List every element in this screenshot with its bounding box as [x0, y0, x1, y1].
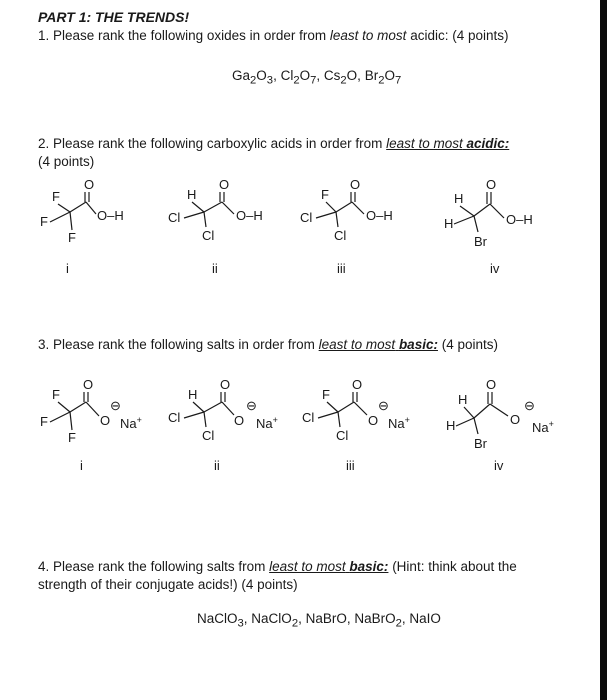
oxide-formula: $Ga_2O_3$ [232, 68, 274, 87]
atom-label: H [444, 216, 454, 231]
q3-emphasis-bold: basic: [398, 337, 438, 352]
q4-suffix: (Hint: think about the [388, 559, 517, 574]
salt-formula: NaIO [409, 611, 441, 626]
cation-label: Na+ [256, 415, 278, 431]
acid-label-ii: ii [212, 261, 218, 276]
salt-formula: NaBrO [305, 611, 347, 626]
atom-label: O [510, 412, 521, 427]
atom-label: O [100, 413, 111, 428]
atom-label: F [40, 214, 48, 229]
charge-label: ⊖ [246, 398, 257, 413]
atom-label: Cl [336, 428, 349, 443]
q2-emphasis-bold: acidic: [466, 136, 510, 151]
salt-list: NaClO$_3$, NaClO$_2$, NaBrO, NaBrO$_2$, NaIO [197, 611, 441, 630]
salt-formula: NaClO$_3$ [197, 611, 244, 630]
q1-prefix: 1. Please rank the following oxides in order from [38, 28, 330, 43]
atom-label: O [220, 377, 231, 392]
atom-label: O [83, 377, 94, 392]
question-2-points: (4 points) [38, 154, 95, 169]
q4-emphasis-bold: basic: [349, 559, 389, 574]
atom-label: O [219, 177, 230, 192]
salt-molecule-iii [302, 377, 410, 443]
acid-molecule-ii [168, 177, 263, 243]
atom-label: F [52, 189, 60, 204]
atom-label: O [486, 377, 497, 392]
salt-molecule-ii [168, 377, 278, 443]
atom-label: F [321, 187, 329, 202]
charge-label: ⊖ [110, 398, 121, 413]
atom-label: Cl [202, 428, 215, 443]
atom-label: Cl [202, 228, 215, 243]
q1-suffix: acidic: (4 points) [406, 28, 509, 43]
atom-label: Br [474, 234, 487, 249]
q3-prefix: 3. Please rank the following salts in order from [38, 337, 319, 352]
atom-label: Br [474, 436, 487, 451]
q3-suffix: (4 points) [437, 337, 498, 352]
salt-molecule-iv [446, 377, 554, 451]
salt-structures [0, 370, 600, 485]
atom-label: F [322, 387, 330, 402]
atom-label: O–H [366, 208, 393, 223]
atom-label: F [68, 230, 76, 245]
salt-label-ii: ii [214, 458, 220, 473]
q1-emphasis: least to most [329, 28, 407, 43]
atom-label: O [84, 177, 95, 192]
salt-formula: NaBrO$_2$ [354, 611, 402, 630]
atom-label: O [486, 177, 497, 192]
salt-label-iii: iii [346, 458, 355, 473]
atom-label: Cl [334, 228, 347, 243]
question-2 [38, 135, 509, 152]
atom-label: O [350, 177, 361, 192]
cation-label: Na+ [120, 415, 142, 431]
atom-label: O [234, 413, 245, 428]
acid-label-i: i [66, 261, 69, 276]
atom-label: O [352, 377, 363, 392]
atom-label: Cl [168, 210, 181, 225]
oxide-list: $Ga_2O_3$, $Cl_2O_7$, $Cs_2O$, $Br_2O_7$ [232, 68, 402, 87]
page-edge [600, 0, 607, 700]
acid-label-iv: iv [490, 261, 500, 276]
charge-label: ⊖ [524, 398, 535, 413]
atom-label: Cl [300, 210, 313, 225]
atom-label: O [368, 413, 379, 428]
salt-label-i: i [80, 458, 83, 473]
atom-label: H [446, 418, 456, 433]
atom-label: F [40, 414, 48, 429]
atom-label: H [188, 387, 198, 402]
page-title: PART 1: THE TRENDS! [38, 9, 190, 25]
atom-label: F [52, 387, 60, 402]
oxide-formula: $Cl_2O_7$ [280, 68, 317, 87]
oxide-formula: $Cs_2O$ [323, 68, 358, 87]
q3-emphasis: least to most [318, 337, 396, 352]
atom-label: O–H [97, 208, 124, 223]
acid-label-iii: iii [337, 261, 346, 276]
q2-emphasis: least to most [386, 136, 463, 151]
q2-prefix: 2. Please rank the following carboxylic acids in order from [38, 136, 387, 151]
acid-molecule-iii [300, 177, 393, 243]
q4-emphasis: least to most [269, 559, 346, 574]
atom-label: O–H [236, 208, 263, 223]
question-1 [38, 27, 508, 44]
q4-prefix: 4. Please rank the following salts from [38, 559, 270, 574]
atom-label: H [454, 191, 464, 206]
atom-label: Cl [168, 410, 181, 425]
charge-label: ⊖ [378, 398, 389, 413]
question-4 [38, 558, 517, 575]
question-3 [38, 336, 498, 353]
oxide-formula: $Br_2O_7$ [364, 68, 402, 87]
atom-label: Cl [302, 410, 315, 425]
acid-structures [0, 170, 600, 290]
question-4-line2: strength of their conjugate acids!) (4 points) [38, 577, 298, 592]
salt-molecule-i [40, 377, 142, 445]
salt-formula: NaClO$_2$ [251, 611, 299, 630]
atom-label: H [187, 187, 197, 202]
acid-molecule-i [40, 177, 124, 245]
atom-label: F [68, 430, 76, 445]
cation-label: Na+ [388, 415, 410, 431]
atom-label: H [458, 392, 468, 407]
acid-molecule-iv [444, 177, 533, 249]
salt-label-iv: iv [494, 458, 504, 473]
cation-label: Na+ [532, 419, 554, 435]
atom-label: O–H [506, 212, 533, 227]
